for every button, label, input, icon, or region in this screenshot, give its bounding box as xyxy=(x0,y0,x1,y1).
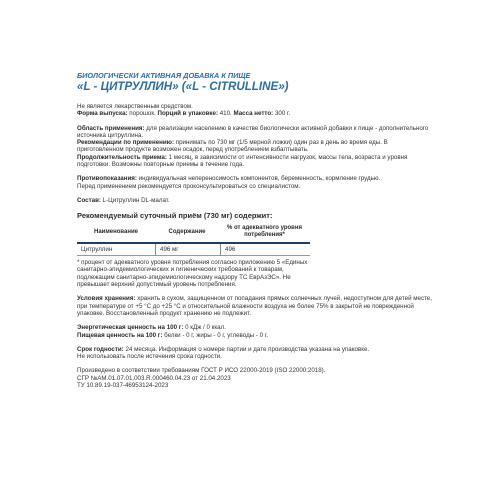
composition-paragraph xyxy=(77,197,432,204)
area-label: Область применения: xyxy=(77,124,145,132)
recommend-paragraph xyxy=(77,139,432,154)
column-header-percent: % от адекватного уровня потребления* xyxy=(227,225,302,239)
energy-value: 0 кДж / 0 ккал. xyxy=(183,324,226,332)
nutrient-table-body xyxy=(77,244,310,255)
contra-label: Противопоказания: xyxy=(77,175,137,183)
contra-value: индивидуальная непереносимость компонентов, беременность, кормление грудью. xyxy=(136,175,381,183)
form-value: порошок. xyxy=(127,110,158,118)
label-text-block xyxy=(77,72,432,389)
form-line xyxy=(77,110,432,117)
food-value-line xyxy=(77,332,432,339)
registration-line: СГР №AM.01.07.01.003.R.000460.04.23 от 21.04.2023 xyxy=(77,374,231,382)
table-row xyxy=(77,244,310,255)
energy-label: Энергетическая ценность на 100 г: xyxy=(77,324,184,332)
mass-label: Масса нетто: xyxy=(233,110,274,118)
storage-paragraph xyxy=(77,295,432,317)
portions-label: Порций в упаковке: xyxy=(157,110,219,118)
standard-line: Произведено в соответствии требованиям ГОСТ Р ИСО 22000-2019 (ISO 22000:2018). xyxy=(77,367,326,375)
nutrient-table xyxy=(77,223,310,242)
shelf-life-label: Срок годности: xyxy=(77,345,124,353)
storage-value: хранить в сухом, защищенном от попадания прямых солнечных лучей, недоступном для детей месте, при температуре от +5 °С до +25 °С и относительной влажности воздуха не более 75% в закрытой не поврежденной упаковке. Восстановленный продукт хранению не подлежит. xyxy=(77,295,432,317)
daily-intake-title: Рекомендуемый суточный приём (730 мг) содержит: xyxy=(77,211,273,221)
nutrient-name: Цитруллин xyxy=(81,245,113,253)
recommend-label: Рекомендации по применению: xyxy=(77,139,175,147)
product-title: «L - ЦИТРУЛЛИН» («L - CITRULLINE») xyxy=(77,80,289,93)
energy-line xyxy=(77,324,432,331)
duration-value: 1 месяц, в зависимости от интенсивности нагрузок, массы тела, возраста и уровня подготовки. Возможны повторные приемы в течение года. xyxy=(77,153,408,169)
contra-note: Перед применением рекомендуется проконсультироваться со специалистом. xyxy=(77,182,301,190)
mass-value: 300 г. xyxy=(273,110,291,118)
food-value-value: белки - 0 г, жиры - 0 г, углеводы - 0 г. xyxy=(162,331,269,339)
area-paragraph xyxy=(77,125,432,140)
composition-value: L-Цитруллин DL-малат. xyxy=(100,196,170,204)
form-label: Форма выпуска: xyxy=(77,110,128,118)
not-medicine-note: Не является лекарственным средством. xyxy=(77,103,193,110)
table-bottom-rule xyxy=(77,255,310,256)
tech-spec-line: ТУ 10.89.19-037-46953124-2023 xyxy=(77,382,169,390)
column-header-name: Наименование xyxy=(93,228,139,235)
nutrient-amount: 496 мг xyxy=(156,244,221,255)
portions-value: 410. xyxy=(218,110,234,118)
shelf-life-note: Не использовать после истечения срока годности. xyxy=(77,353,222,361)
area-value: для реализации населению в качестве биологически активной добавки к пище - дополнительного источника цитруллина. xyxy=(77,124,429,139)
contra-paragraph xyxy=(77,175,432,182)
composition-label: Состав: xyxy=(77,196,101,204)
storage-label: Условия хранения: xyxy=(77,295,136,303)
duration-paragraph xyxy=(77,154,432,169)
shelf-life-paragraph xyxy=(77,346,432,353)
shelf-life-value: 24 месяца. Информация о номере партии и дате производства указана на упаковке. xyxy=(123,345,370,353)
duration-label: Продолжительность приема: xyxy=(77,153,167,161)
food-value-label: Пищевая ценность на 100 г: xyxy=(77,331,163,339)
table-footnote: * процент от адекватного уровня потребления согласно приложению 5 «Единых санитарно-эпидемиологических и гигиенических требований к товарам, подлежащим санитарно-эпидемиологическому надзору ТС ЕврАзЭС». Не превышает верхний допустимый уровень потребления. xyxy=(77,259,308,289)
table-header-row xyxy=(77,223,310,242)
product-category: БИОЛОГИЧЕСКИ АКТИВНАЯ ДОБАВКА К ПИЩЕ xyxy=(77,71,251,80)
column-header-amount: Содержание xyxy=(168,228,206,235)
recommend-value: принимать по 730 мг (1/5 мерной ложки) один раз в день во время еды. В приготовленном продукте возможен осадок, перед употреблением взбалтывать. xyxy=(77,139,388,154)
nutrient-percent: 496 xyxy=(221,244,311,255)
